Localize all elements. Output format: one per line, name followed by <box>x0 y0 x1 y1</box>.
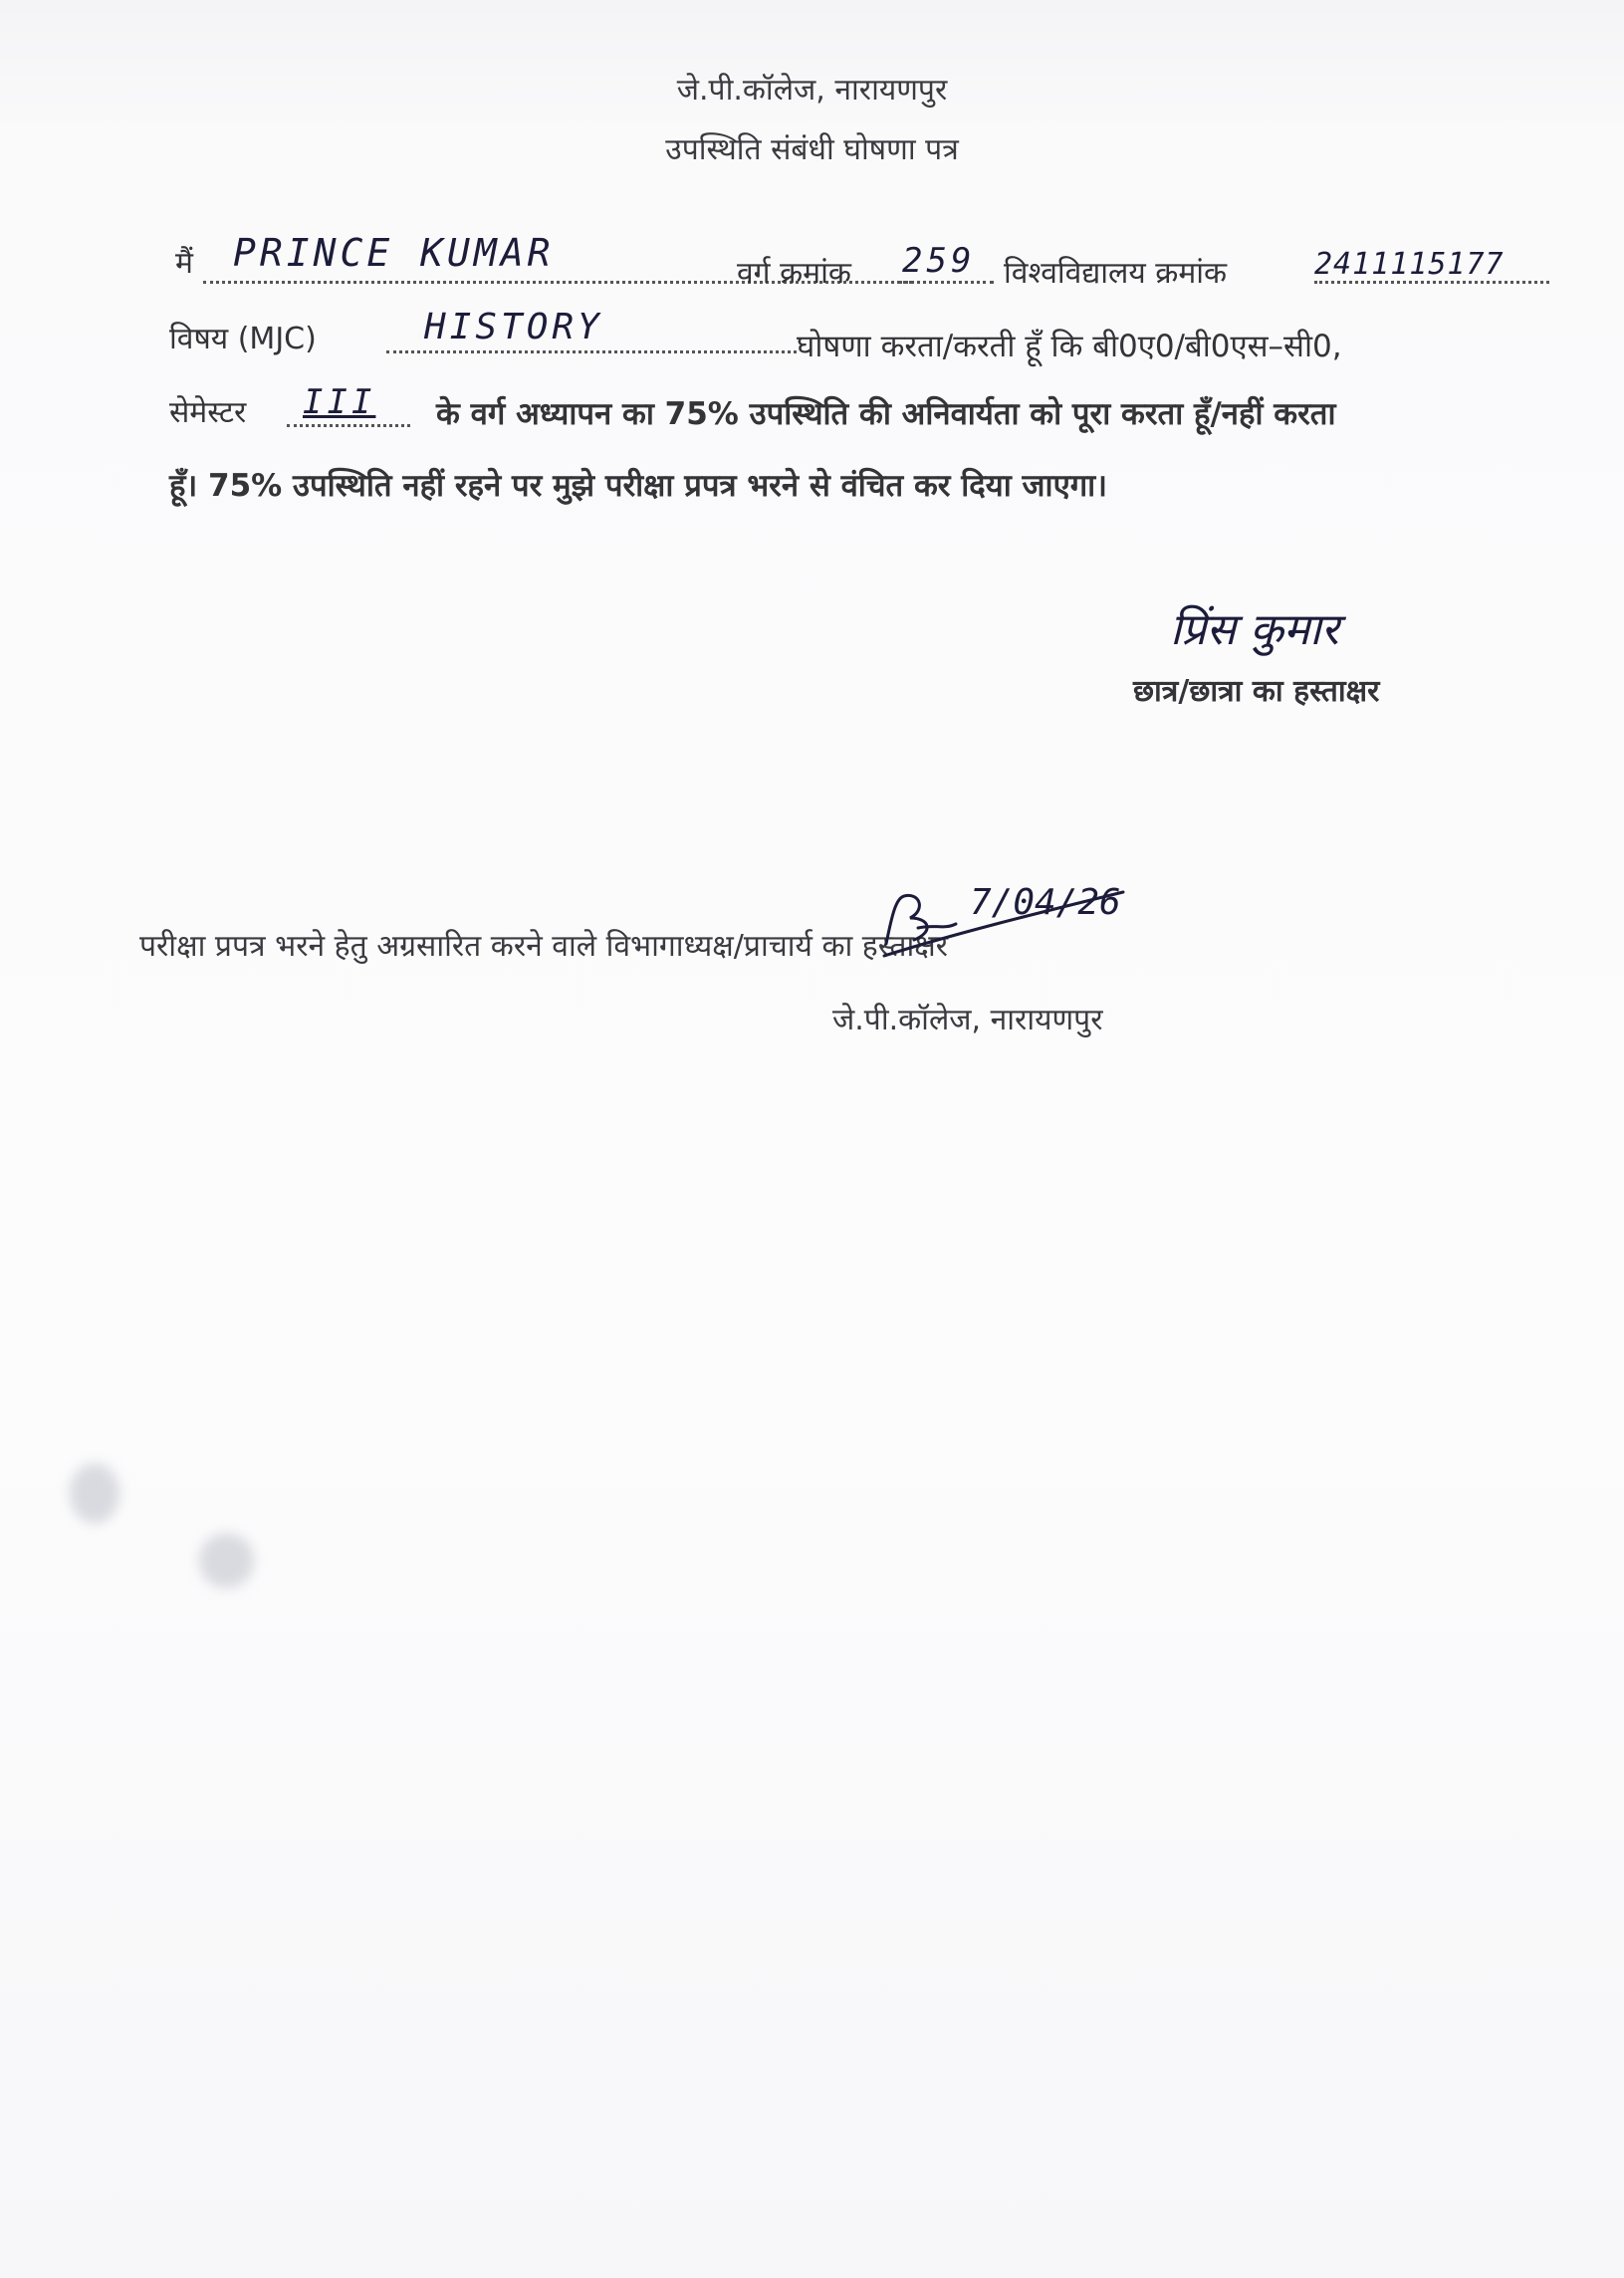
hod-signature <box>874 884 1133 964</box>
declaration-text-4: हूँ। 75% उपस्थिति नहीं रहने पर मुझे परीक्षा प्रपत्र भरने से वंचित कर दिया जाएगा। <box>169 468 1107 504</box>
paper-smudge <box>70 1464 119 1523</box>
college-name: जे.पी.कॉलेज, नारायणपुर <box>676 73 948 108</box>
paper-smudge <box>199 1533 254 1588</box>
student-signature-handwritten: प्रिंस कुमार <box>1170 604 1339 655</box>
declaration-line-2 <box>169 307 1553 364</box>
subject-handwritten: HISTORY <box>424 307 603 347</box>
hod-date-handwritten: 7/04/26 <box>970 882 1121 923</box>
semester-label: सेमेस्टर <box>169 395 247 430</box>
subject-label: विषय (MJC) <box>169 322 317 356</box>
hod-college-name: जे.पी.कॉलेज, नारायणपुर <box>832 1003 1103 1037</box>
class-roll-handwritten: 259 <box>902 241 976 281</box>
student-name-handwritten: PRINCE KUMAR <box>233 231 555 275</box>
document-title: उपस्थिति संबंधी घोषणा पत्र <box>665 132 959 167</box>
university-roll-label: विश्वविद्यालय क्रमांक <box>1004 256 1228 291</box>
subject-dotted-line <box>386 350 797 353</box>
declaration-line-4 <box>169 464 1553 518</box>
class-roll-label: वर्ग क्रमांक <box>737 256 851 291</box>
forwarding-text: परीक्षा प्रपत्र भरने हेतु अग्रसारित करने वाले विभागाध्यक्ष/प्राचार्य का हस्ताक्षर <box>139 929 949 964</box>
semester-handwritten: III <box>303 382 376 422</box>
university-roll-handwritten: 2411115177 <box>1314 247 1505 282</box>
declaration-text-3: के वर्ग अध्यापन का 75% उपस्थिति की अनिवार्यता को पूरा करता हूँ/नहीं करता <box>436 396 1336 432</box>
declaration-line-1 <box>169 231 1553 291</box>
semester-dotted-line <box>287 424 410 427</box>
declaration-text-2: घोषणा करता/करती हूँ कि बी0ए0/बी0एस–सी0, <box>797 329 1342 364</box>
declaration-line-3 <box>169 382 1553 444</box>
class-roll-dotted-line <box>898 281 994 284</box>
student-signature-caption: छात्र/छात्रा का हस्ताक्षर <box>1133 674 1380 709</box>
prefix-text: मैं <box>175 246 193 281</box>
